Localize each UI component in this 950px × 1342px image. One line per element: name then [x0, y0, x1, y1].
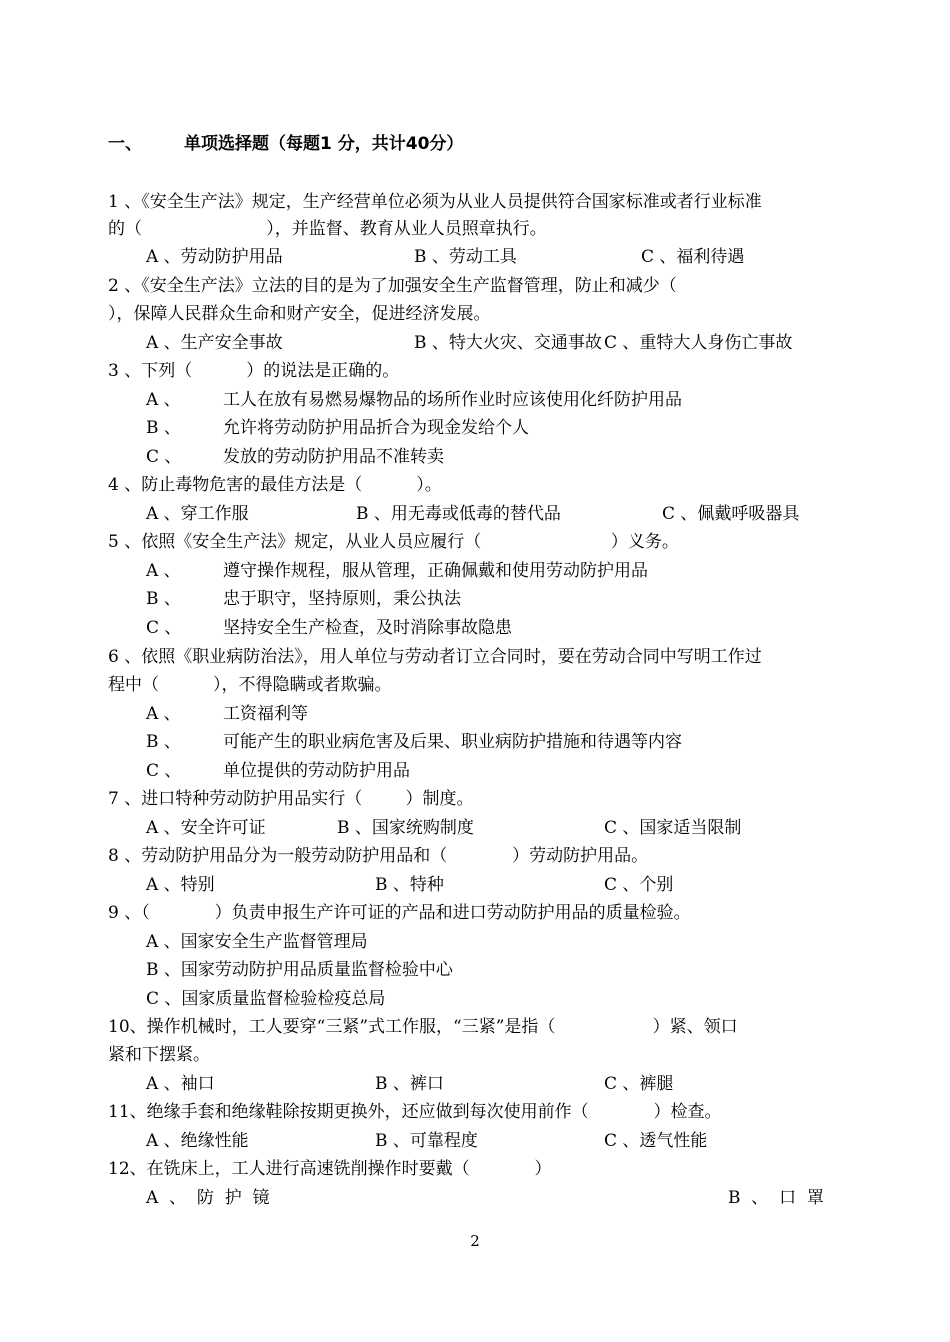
text-segment: 11、绝缘手套和绝缘鞋除按期更换外，还应做到每次使用前作（ ）检查。	[108, 1102, 722, 1122]
text-segment: 程中（ ），不得隐瞒或者欺骗。	[108, 675, 392, 695]
text-line	[0, 842, 950, 870]
text-line	[0, 585, 950, 613]
text-line	[0, 985, 950, 1013]
text-segment: B 、 口 罩	[728, 1188, 824, 1208]
text-line	[0, 300, 950, 328]
text-segment: ），保障人民群众生命和财产安全，促进经济发展。	[108, 304, 491, 324]
text-segment: 的（ ），并监督、教育从业人员照章执行。	[108, 219, 547, 239]
text-line	[0, 414, 950, 442]
section-title: 单项选择题（每题1 分，共计40分）	[184, 134, 464, 154]
text-segment: C 、	[146, 618, 182, 638]
text-line	[0, 700, 950, 728]
text-segment: B 、用无毒或低毒的替代品	[356, 504, 561, 524]
text-segment: B 、可靠程度	[375, 1131, 478, 1151]
text-line	[0, 272, 950, 300]
text-segment: A 、穿工作服	[146, 504, 249, 524]
text-line	[0, 386, 950, 414]
text-line	[0, 528, 950, 556]
text-segment: 可能产生的职业病危害及后果、职业病防护措施和待遇等内容	[223, 732, 682, 752]
text-segment: 6 、依照《职业病防治法》，用人单位与劳动者订立合同时，要在劳动合同中写明工作过	[108, 647, 762, 667]
text-segment: 单位提供的劳动防护用品	[223, 761, 410, 781]
text-line	[0, 500, 950, 528]
text-segment: A 、绝缘性能	[146, 1131, 249, 1151]
text-segment: 3 、下列（ ）的说法是正确的。	[108, 361, 400, 381]
text-segment: A 、国家安全生产监督管理局	[146, 932, 368, 952]
text-segment: 10、操作机械时，工人要穿“三紧”式工作服，“三紧”是指（ ）紧、领口	[108, 1017, 738, 1037]
text-segment: C 、	[146, 447, 182, 467]
text-line	[0, 956, 950, 984]
text-segment: C 、佩戴呼吸器具	[662, 504, 800, 524]
text-segment: B 、国家统购制度	[337, 818, 474, 838]
text-line	[0, 899, 950, 927]
text-segment: 5 、依照《安全生产法》规定，从业人员应履行（ ）义务。	[108, 532, 679, 552]
text-segment: 1 、《安全生产法》规定，生产经营单位必须为从业人员提供符合国家标准或者行业标准	[108, 192, 762, 212]
text-line	[0, 814, 950, 842]
text-segment: B 、特大火灾、交通事故	[414, 333, 602, 353]
page-number: 2	[470, 1232, 480, 1250]
text-segment: 允许将劳动防护用品折合为现金发给个人	[223, 418, 529, 438]
text-segment: A 、	[146, 561, 181, 581]
text-line	[0, 1041, 950, 1069]
text-segment: B 、国家劳动防护用品质量监督检验中心	[146, 960, 453, 980]
text-segment: C 、	[146, 761, 182, 781]
text-segment: 工资福利等	[223, 704, 308, 724]
section-heading	[0, 130, 950, 158]
text-segment: 8 、劳动防护用品分为一般劳动防护用品和（ ）劳动防护用品。	[108, 846, 649, 866]
text-segment: 工人在放有易燃易爆物品的场所作业时应该使用化纤防护用品	[223, 390, 682, 410]
text-segment: A 、劳动防护用品	[146, 247, 283, 267]
text-segment: B 、	[146, 589, 181, 609]
text-line	[0, 757, 950, 785]
text-line	[0, 728, 950, 756]
text-segment: C 、重特大人身伤亡事故	[604, 333, 793, 353]
text-segment: C 、国家适当限制	[604, 818, 742, 838]
text-line	[0, 1127, 950, 1155]
text-segment: 遵守操作规程，服从管理，正确佩戴和使用劳动防护用品	[223, 561, 648, 581]
text-segment: 7 、进口特种劳动防护用品实行（ ）制度。	[108, 789, 474, 809]
text-segment: 发放的劳动防护用品不准转卖	[223, 447, 444, 467]
text-segment: 紧和下摆紧。	[108, 1045, 210, 1065]
text-segment: A 、生产安全事故	[146, 333, 283, 353]
text-line	[0, 1155, 950, 1183]
text-segment: C 、裤腿	[604, 1074, 674, 1094]
text-segment: A 、安全许可证	[146, 818, 266, 838]
text-line	[0, 357, 950, 385]
text-segment: 12、在铣床上，工人进行高速铣削操作时要戴（ ）	[108, 1159, 552, 1179]
text-segment: 4 、防止毒物危害的最佳方法是（ ）。	[108, 475, 442, 495]
text-line	[0, 215, 950, 243]
text-line	[0, 614, 950, 642]
text-segment: C 、福利待遇	[641, 247, 745, 267]
text-segment: A 、 防 护 镜	[146, 1188, 270, 1208]
text-line	[0, 188, 950, 216]
section-number: 一、	[108, 134, 142, 154]
text-segment: B 、	[146, 732, 181, 752]
text-line	[0, 1070, 950, 1098]
text-segment: B 、裤口	[375, 1074, 444, 1094]
text-line	[0, 1098, 950, 1126]
text-line	[0, 243, 950, 271]
text-line	[0, 871, 950, 899]
text-segment: C 、透气性能	[604, 1131, 708, 1151]
text-segment: C 、国家质量监督检验检疫总局	[146, 989, 386, 1009]
text-line	[0, 1184, 950, 1212]
text-line	[0, 471, 950, 499]
text-line	[0, 329, 950, 357]
text-line	[0, 671, 950, 699]
text-line	[0, 443, 950, 471]
text-line	[0, 1013, 950, 1041]
text-segment: C 、个别	[604, 875, 674, 895]
text-line	[0, 643, 950, 671]
text-segment: B 、劳动工具	[414, 247, 517, 267]
text-segment: 坚持安全生产检查，及时消除事故隐患	[223, 618, 512, 638]
text-line	[0, 785, 950, 813]
text-line	[0, 557, 950, 585]
text-segment: A 、袖口	[146, 1074, 215, 1094]
text-line	[0, 928, 950, 956]
text-segment: 2 、《安全生产法》立法的目的是为了加强安全生产监督管理，防止和减少（	[108, 276, 677, 296]
text-segment: A 、特别	[146, 875, 215, 895]
text-segment: 忠于职守，坚持原则，秉公执法	[223, 589, 461, 609]
text-segment: B 、	[146, 418, 181, 438]
text-segment: A 、	[146, 390, 181, 410]
text-segment: B 、特种	[375, 875, 444, 895]
text-segment: A 、	[146, 704, 181, 724]
text-segment: 9 、（ ）负责申报生产许可证的产品和进口劳动防护用品的质量检验。	[108, 903, 691, 923]
